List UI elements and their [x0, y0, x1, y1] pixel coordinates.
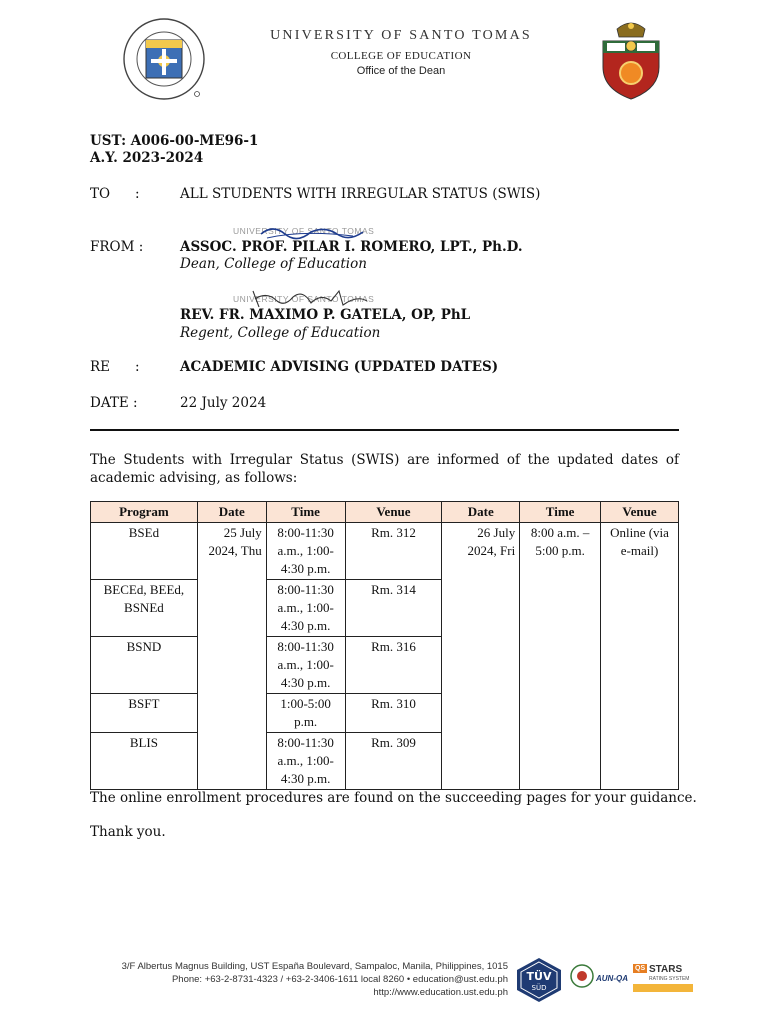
table-row	[91, 523, 679, 580]
dean-name: ASSOC. PROF. PILAR I. ROMERO, LPT., Ph.D.	[180, 239, 523, 255]
qs-label: QS	[635, 965, 646, 972]
regent-title: Regent, College of Education	[180, 325, 381, 341]
closing-text: Thank you.	[90, 824, 166, 840]
procedures-paragraph: The online enrollment procedures are found on the succeeding pages for your guidance.	[90, 790, 697, 806]
phone-line: Phone: +63-2-8731-4323 / +63-2-3406-1611 local 8260 • education@ust.edu.ph	[171, 974, 508, 985]
date-cell-1: 25 July 2024, Thu	[197, 523, 266, 790]
office-name: Office of the Dean	[356, 65, 446, 77]
intro-paragraph: The Students with Irregular Status (SWIS) are informed of the updated dates of academic advising, as follows:	[90, 452, 679, 486]
header-venue-2: Venue	[601, 502, 679, 523]
tuv-label: TÜV	[526, 970, 552, 983]
stamp-text: UNIVERSITY OF SANTO TOMAS	[233, 294, 375, 304]
star-rating-bar	[633, 984, 693, 992]
time-cell: 8:00-11:30 a.m., 1:00-4:30 p.m.	[266, 637, 345, 694]
program-cell: BECEd, BEEd, BSNEd	[91, 580, 198, 637]
header-time-1: Time	[266, 502, 345, 523]
program-cell: BSFT	[91, 694, 198, 733]
regent-name: REV. FR. MAXIMO P. GATELA, OP, PhL	[180, 307, 471, 323]
website-link[interactable]: http://www.education.ust.edu.ph	[373, 987, 508, 998]
memo-reference: UST: A006-00-ME96-1	[90, 133, 259, 149]
to-label: TO	[90, 186, 111, 202]
time-cell: 8:00-11:30 a.m., 1:00-4:30 p.m.	[266, 580, 345, 637]
re-value: ACADEMIC ADVISING (UPDATED DATES)	[180, 359, 499, 375]
program-cell: BSEd	[91, 523, 198, 580]
university-name: UNIVERSITY OF SANTO TOMAS	[270, 28, 532, 43]
qs-stars-logo	[633, 964, 693, 996]
memo-divider	[90, 429, 679, 431]
stars-sub: RATING SYSTEM	[649, 976, 690, 982]
advising-schedule-table	[90, 501, 679, 790]
program-cell: BLIS	[91, 733, 198, 790]
tuv-sub: SÜD	[531, 984, 547, 992]
dean-title: Dean, College of Education	[180, 256, 367, 272]
venue-cell: Rm. 310	[345, 694, 442, 733]
venue-cell: Rm. 314	[345, 580, 442, 637]
academic-year: A.Y. 2023-2024	[90, 150, 204, 166]
venue-cell-2: Online (via e-mail)	[601, 523, 679, 790]
college-name: COLLEGE OF EDUCATION	[330, 50, 472, 62]
header-venue-1: Venue	[345, 502, 442, 523]
date-label: DATE :	[90, 395, 138, 411]
venue-cell: Rm. 309	[345, 733, 442, 790]
date-value: 22 July 2024	[180, 395, 267, 411]
program-cell: BSND	[91, 637, 198, 694]
address-line: 3/F Albertus Magnus Building, UST España Boulevard, Sampaloc, Manila, Philippines, 1015	[121, 961, 508, 972]
venue-cell: Rm. 312	[345, 523, 442, 580]
date-cell-2: 26 July 2024, Fri	[442, 523, 520, 790]
header-program: Program	[91, 502, 198, 523]
stars-label: STARS	[649, 964, 683, 975]
stamp-text: UNIVERSITY OF SANTO TOMAS	[233, 226, 375, 236]
aun-qa-logo	[596, 968, 626, 988]
time-cell: 1:00-5:00 p.m.	[266, 694, 345, 733]
table-header-row	[91, 502, 679, 523]
to-value: ALL STUDENTS WITH IRREGULAR STATUS (SWIS)	[180, 186, 541, 202]
to-colon: :	[135, 186, 140, 202]
from-label: FROM :	[90, 239, 144, 255]
footer-address	[122, 960, 508, 999]
re-colon: :	[135, 359, 140, 375]
time-cell-2: 8:00 a.m. – 5:00 p.m.	[520, 523, 601, 790]
header-date-1: Date	[197, 502, 266, 523]
time-cell: 8:00-11:30 a.m., 1:00-4:30 p.m.	[266, 733, 345, 790]
re-label: RE	[90, 359, 111, 375]
header-time-2: Time	[520, 502, 601, 523]
venue-cell: Rm. 316	[345, 637, 442, 694]
aun-qa-label: AUN-QA	[596, 974, 628, 983]
ust-seal-logo	[118, 16, 210, 102]
header-date-2: Date	[442, 502, 520, 523]
tuv-certification-logo	[513, 956, 565, 1004]
college-crest-logo	[593, 15, 669, 101]
certification-badge-icon	[568, 962, 596, 994]
time-cell: 8:00-11:30 a.m., 1:00-4:30 p.m.	[266, 523, 345, 580]
